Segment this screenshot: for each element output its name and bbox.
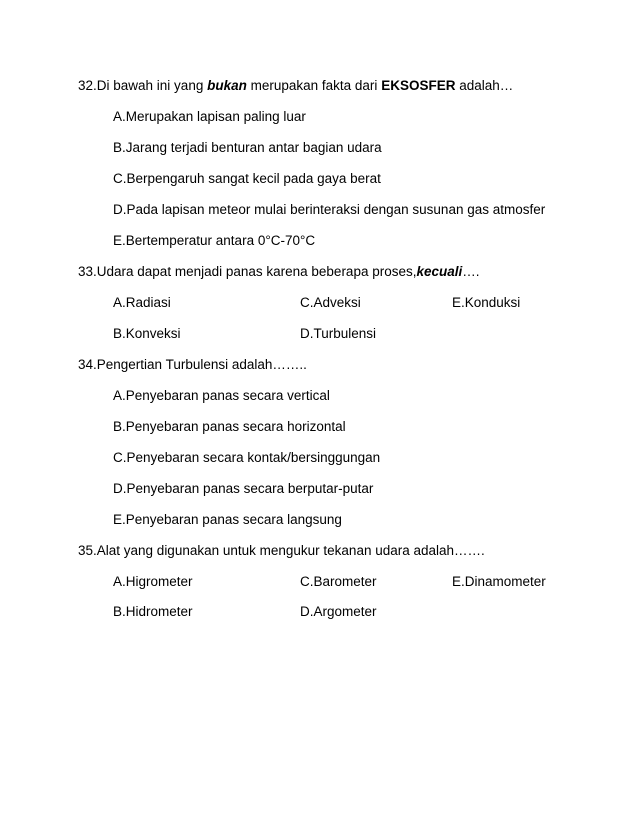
question-32-emphasis: bukan: [207, 78, 247, 93]
question-33-option-c: C.Adveksi: [300, 295, 361, 310]
question-32-suffix: adalah…: [455, 78, 514, 93]
question-33-prefix: 33.Udara dapat menjadi panas karena beberapa proses,: [78, 264, 417, 279]
question-32: [78, 77, 513, 95]
question-32-prefix: 32.Di bawah ini yang: [78, 78, 208, 93]
question-35-option-d: D.Argometer: [300, 604, 377, 619]
question-33-suffix: ….: [462, 264, 480, 279]
question-34-option-b: B.Penyebaran panas secara horizontal: [113, 419, 346, 434]
question-34: 34.Pengertian Turbulensi adalah……..: [78, 357, 307, 372]
question-32-middle: merupakan fakta dari: [246, 78, 382, 93]
question-33-option-b: B.Konveksi: [113, 326, 181, 341]
question-33-option-a: A.Radiasi: [113, 295, 171, 310]
question-33: [78, 263, 480, 281]
question-33-option-d: D.Turbulensi: [300, 326, 377, 341]
question-32-option-a: A.Merupakan lapisan paling luar: [113, 109, 306, 124]
question-32-option-d: D.Pada lapisan meteor mulai berinteraksi dengan susunan gas atmosfer: [113, 202, 546, 217]
question-34-option-d: D.Penyebaran panas secara berputar-putar: [113, 481, 374, 496]
question-34-option-a: A.Penyebaran panas secara vertical: [113, 388, 330, 403]
question-32-option-b: B.Jarang terjadi benturan antar bagian udara: [113, 140, 382, 155]
question-33-option-e: E.Konduksi: [452, 295, 521, 310]
question-35: 35.Alat yang digunakan untuk mengukur tekanan udara adalah…….: [78, 543, 485, 558]
question-34-option-e: E.Penyebaran panas secara langsung: [113, 512, 342, 527]
question-34-option-c: C.Penyebaran secara kontak/bersinggungan: [113, 450, 381, 465]
question-32-keyword: EKSOSFER: [381, 78, 456, 93]
question-35-option-b: B.Hidrometer: [113, 604, 193, 619]
question-32-option-e: E.Bertemperatur antara 0°C-70°C: [113, 233, 316, 248]
question-35-option-e: E.Dinamometer: [452, 574, 546, 589]
question-32-option-c: C.Berpengaruh sangat kecil pada gaya berat: [113, 171, 381, 186]
question-35-option-a: A.Higrometer: [113, 574, 193, 589]
question-33-emphasis: kecuali: [416, 264, 463, 279]
question-35-option-c: C.Barometer: [300, 574, 377, 589]
